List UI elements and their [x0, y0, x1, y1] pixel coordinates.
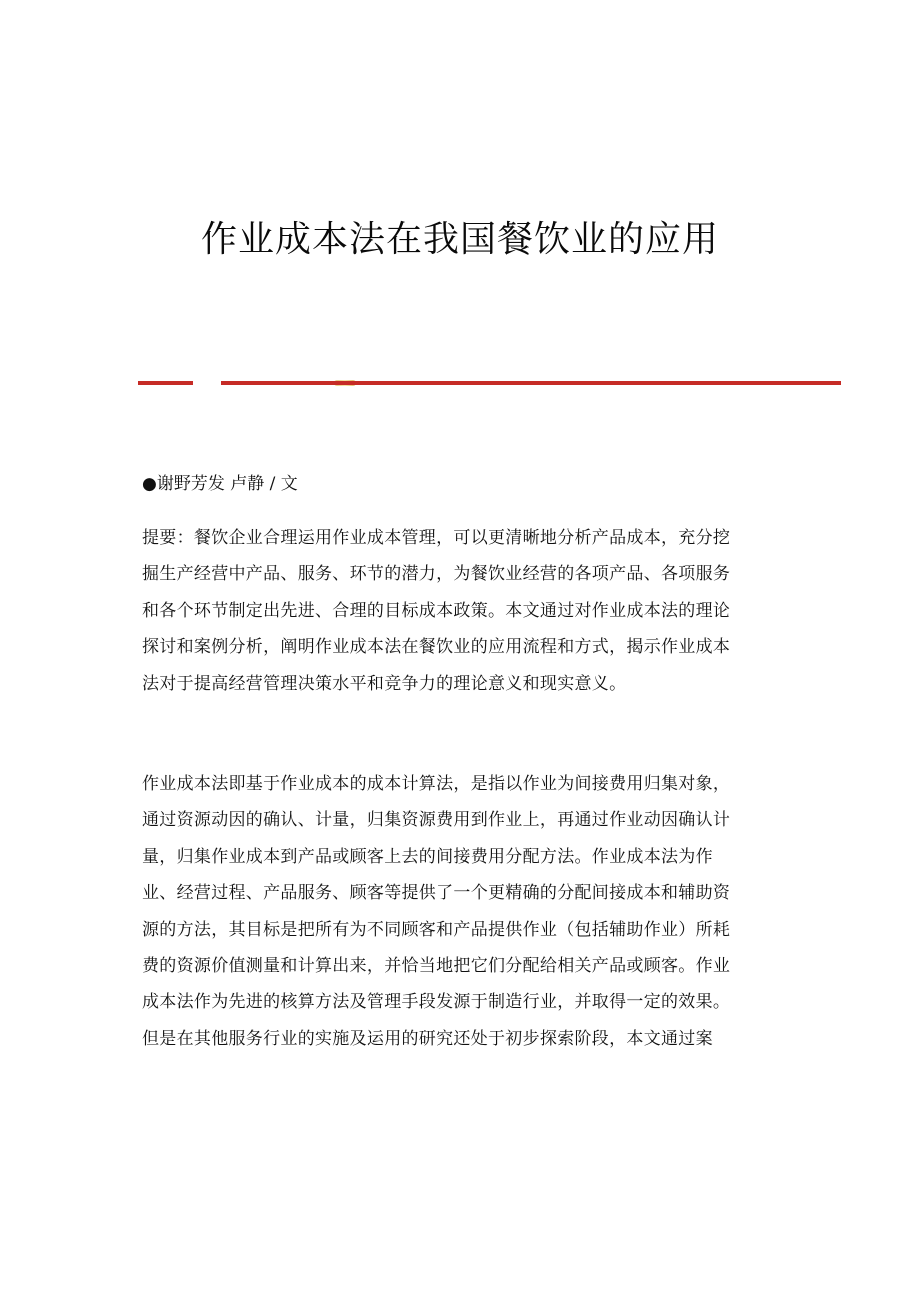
divider-bar-left: [138, 381, 193, 385]
article-title: 作业成本法在我国餐饮业的应用: [200, 219, 719, 260]
paragraph-line: 量，归集作业成本到产品或顾客上去的间接费用分配方法。作业成本法为作: [142, 846, 713, 867]
paragraph-line: 成本法作为先进的核算方法及管理手段发源于制造行业，并取得一定的效果。: [142, 992, 731, 1013]
abstract-line: 掘生产经营中产品、服务、环节的潜力，为餐饮业经营的各项产品、各项服务: [142, 564, 731, 585]
author-byline: ●谢野芳发 卢静 / 文: [142, 474, 298, 494]
divider-bar-right: [221, 381, 841, 385]
paragraph-line: 业、经营过程、产品服务、顾客等提供了一个更精确的分配间接成本和辅助资: [142, 883, 731, 904]
paragraph-line: 源的方法，其目标是把所有为不同顾客和产品提供作业（包括辅助作业）所耗: [142, 919, 731, 940]
abstract-line: 和各个环节制定出先进、合理的目标成本政策。本文通过对作业成本法的理论: [142, 600, 731, 621]
paragraph-line: 通过资源动因的确认、计量，归集资源费用到作业上，再通过作业动因确认计: [142, 810, 731, 831]
abstract-line: 探讨和案例分析，阐明作业成本法在餐饮业的应用流程和方式，揭示作业成本: [142, 637, 731, 658]
abstract-line: 法对于提高经营管理决策水平和竞争力的理论意义和现实意义。: [142, 673, 627, 694]
abstract-line: 提要：餐饮企业合理运用作业成本管理，可以更清晰地分析产品成本，充分挖: [142, 528, 731, 548]
paragraph-line: 但是在其他服务行业的实施及运用的研究还处于初步探索阶段，本文通过案: [142, 1028, 713, 1049]
body-paragraph: [142, 766, 772, 1057]
paragraph-line: 作业成本法即基于作业成本的成本计算法，是指以作业为间接费用归集对象，: [142, 774, 731, 794]
abstract: [142, 520, 772, 702]
title-divider: [138, 380, 841, 386]
paragraph-line: 费的资源价值测量和计算出来，并恰当地把它们分配给相关产品或顾客。作业: [142, 956, 731, 977]
